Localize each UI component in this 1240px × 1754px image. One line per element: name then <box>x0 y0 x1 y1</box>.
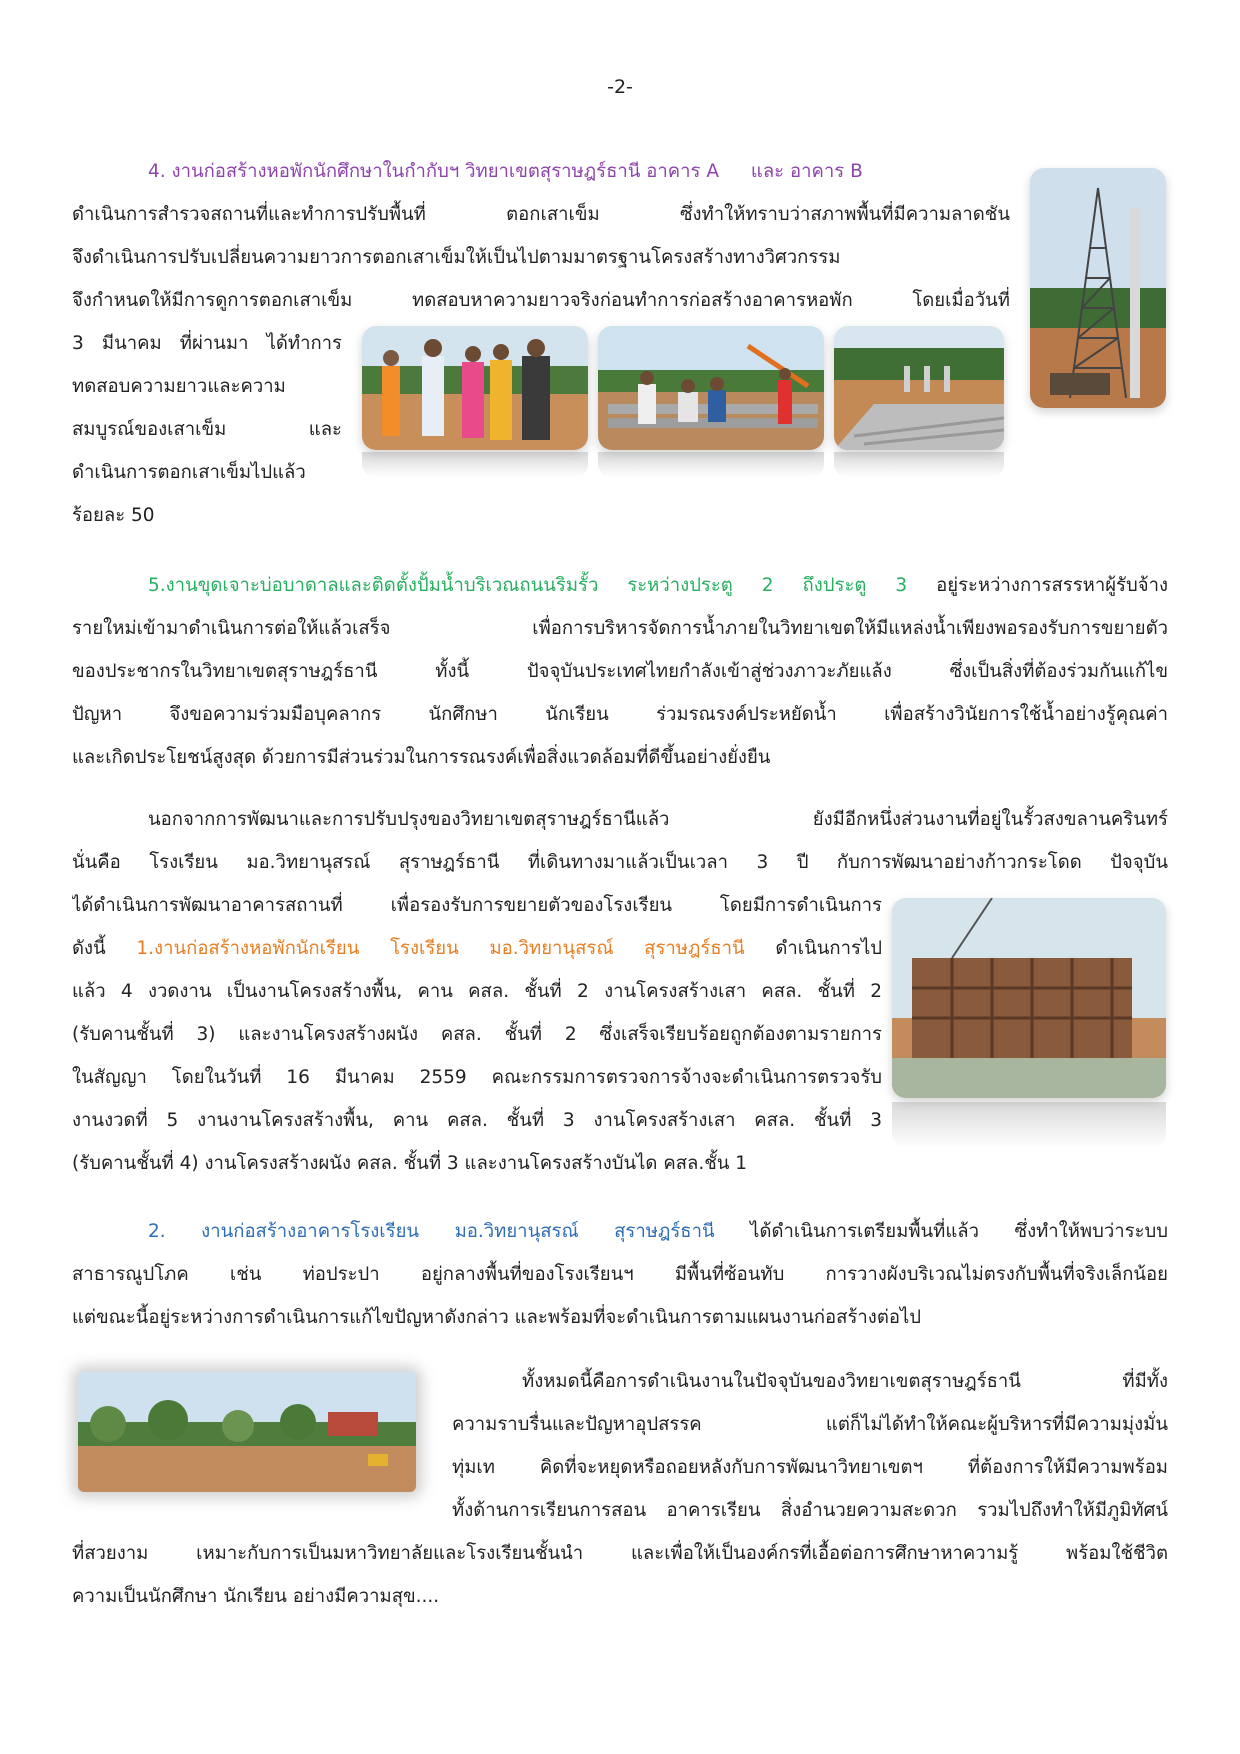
item2-line3: แต่ขณะนี้อยู่ระหว่างการดำเนินการแก้ไขปัญหาดังกล่าว และพร้อมที่จะดำเนินการตามแผนงานก่อสร้างต่อไป <box>72 1307 921 1328</box>
closing-line5: ที่สวยงาม เหมาะกับการเป็นมหาวิทยาลัยและโรงเรียนชั้นนำ และเพื่อให้เป็นองค์กรที่เอื้อต่อการศึกษาหาความรู้ พร้อมใช้ชีวิต <box>72 1543 1168 1564</box>
section5-line4: ปัญหา จึงขอความร่วมมือบุคลากร นักศึกษา นักเรียน ร่วมรณรงค์ประหยัดน้ำ เพื่อสร้างวินัยการใช้น้ำอย่างรู้คุณค่า <box>72 704 1168 725</box>
dormitory-photo-reflection <box>892 1102 1166 1148</box>
section4-heading: 4. งานก่อสร้างหอพักนักศึกษาในกำกับฯ วิทยาเขตสุราษฎร์ธานี อาคาร A <box>148 161 720 182</box>
item2-line1-tail: ได้ดำเนินการเตรียมพื้นที่แล้ว ซึ่งทำให้พบว่าระบบ <box>714 1221 1168 1242</box>
item1-heading: 1.งานก่อสร้างหอพักนักเรียน โรงเรียน มอ.วิทยานุสรณ์ สุราษฎร์ธานี <box>136 938 745 959</box>
section4-line3: จึงดำเนินการปรับเปลี่ยนความยาวการตอกเสาเข็มให้เป็นไปตามมาตรฐานโครงสร้างทางวิศวกรรม <box>72 247 841 268</box>
school-intro-paragraph <box>72 798 1168 884</box>
pile-driver-photo <box>1030 168 1166 408</box>
section4-line5: 3 มีนาคม ที่ผ่านมา ได้ทำการ <box>72 333 342 354</box>
intro-line4-tail: ดำเนินการไป <box>744 938 882 959</box>
section5-line2: รายใหม่เข้ามาดำเนินการต่อให้แล้วเสร็จ เพื่อการบริหารจัดการน้ำภายในวิทยาเขตให้มีแหล่งน้ำเพียงพอรองรับการขยายตัว <box>72 618 1168 639</box>
item2-line1 <box>72 1210 1168 1253</box>
stacked-piles-reflection <box>834 452 1004 478</box>
intro-line5: แล้ว 4 งวดงาน เป็นงานโครงสร้างพื้น, คาน คสล. ชั้นที่ 2 งานโครงสร้างเสา คสล. ชั้นที่ 2 <box>72 981 882 1002</box>
item2-heading: 2. งานก่อสร้างอาคารโรงเรียน มอ.วิทยานุสรณ์ สุราษฎร์ธานี <box>148 1221 715 1242</box>
intro-line7: ในสัญญา โดยในวันที่ 16 มีนาคม 2559 คณะกรรมการตรวจการจ้างจะดำเนินการตรวจรับ <box>72 1067 882 1088</box>
intro-line4-head: ดังนี้ <box>72 938 137 959</box>
section5-line3: ของประชากรในวิทยาเขตสุราษฎร์ธานี ทั้งนี้ ปัจจุบันประเทศไทยกำลังเข้าสู่ช่วงภาวะภัยแล้ง ซึ่งเป็นสิ่งที่ต้องร่วมกันแก้ไข <box>72 661 1168 682</box>
item2-paragraph <box>72 1210 1168 1339</box>
dormitory-construction-photo <box>892 898 1166 1098</box>
section4-line7: สมบูรณ์ของเสาเข็ม และ <box>72 419 342 440</box>
section4-line9: ร้อยละ 50 <box>72 505 155 526</box>
section4-line1 <box>72 150 1010 193</box>
section4-line4: จึงกำหนดให้มีการดูการตอกเสาเข็ม ทดสอบหาความยาวจริงก่อนทำการก่อสร้างอาคารหอพัก โดยเมื่อวันที่ <box>72 290 1010 311</box>
closing-paragraph <box>452 1360 1168 1532</box>
section4-line8: ดำเนินการตอกเสาเข็มไปแล้ว <box>72 462 306 483</box>
school-site-field-photo <box>78 1372 416 1492</box>
item2-line2: สาธารณูปโภค เช่น ท่อประปา อยู่กลางพื้นที่ของโรงเรียนฯ มีพื้นที่ซ้อนทับ การวางผังบริเวณไม่ตรงกับพื้นที่จริงเล็กน้อย <box>72 1264 1168 1285</box>
intro-line2: นั่นคือ โรงเรียน มอ.วิทยานุสรณ์ สุราษฎร์ธานี ที่เดินทางมาแล้วเป็นเวลา 3 ปี กับการพัฒนาอย่างก้าวกระโดด ปัจจุบัน <box>72 852 1168 873</box>
section5-paragraph <box>72 564 1168 779</box>
intro-line8: งานงวดที่ 5 งานงานโครงสร้างพื้น, คาน คสล. ชั้นที่ 3 งานโครงสร้างเสา คสล. ชั้นที่ 3 <box>72 1110 882 1131</box>
closing-line1: ทั้งหมดนี้คือการดำเนินงานในปัจจุบันของวิทยาเขตสุราษฎร์ธานี ที่มีทั้ง <box>522 1371 1168 1392</box>
section4-line2: ดำเนินการสำรวจสถานที่และทำการปรับพื้นที่ ตอกเสาเข็ม ซึ่งทำให้ทราบว่าสภาพพื้นที่มีความลาดชัน <box>72 204 1010 225</box>
section5-line1 <box>72 564 1168 607</box>
inspection-team-reflection <box>362 452 588 478</box>
measuring-piles-reflection <box>598 452 824 478</box>
section5-line5: และเกิดประโยชน์สูงสุด ด้วยการมีส่วนร่วมในการรณรงค์เพื่อสิ่งแวดล้อมที่ดีขึ้นอย่างยั่งยืน <box>72 747 771 768</box>
intro-line6: (รับคานชั้นที่ 3) และงานโครงสร้างผนัง คสล. ชั้นที่ 2 ซึ่งเสร็จเรียบร้อยถูกต้องตามรายการ <box>72 1024 882 1045</box>
measuring-piles-photo <box>598 326 824 450</box>
page-number: -2- <box>607 76 633 98</box>
section5-heading: 5.งานขุดเจาะบ่อบาดาลและติดตั้งปั้มน้ำบริเวณถนนริมรั้ว ระหว่างประตู 2 ถึงประตู 3 <box>148 575 908 596</box>
section4-line6: ทดสอบความยาวและความ <box>72 376 286 397</box>
intro-line9: (รับคานชั้นที่ 4) งานโครงสร้างผนัง คสล. ชั้นที่ 3 และงานโครงสร้างบันได คสล.ชั้น 1 <box>72 1153 748 1174</box>
stacked-piles-photo <box>834 326 1004 450</box>
section4-paragraph <box>72 150 1010 322</box>
closing-line3: ทุ่มเท คิดที่จะหยุดหรือถอยหลังกับการพัฒนาวิทยาเขตฯ ที่ต้องการให้มีความพร้อม <box>452 1457 1168 1478</box>
closing-paragraph-full-width <box>72 1532 1168 1618</box>
closing-line6: ความเป็นนักศึกษา นักเรียน อย่างมีความสุข.... <box>72 1586 440 1607</box>
section4-side-text <box>72 322 342 537</box>
closing-line2: ความราบรื่นและปัญหาอุปสรรค แต่ก็ไม่ได้ทำให้คณะผู้บริหารที่มีความมุ่งมั่น <box>452 1414 1168 1435</box>
intro-line4 <box>72 927 882 970</box>
school-dorm-paragraph <box>72 884 882 1185</box>
closing-line4: ทั้งด้านการเรียนการสอน อาคารเรียน สิ่งอำนวยความสะดวก รวมไปถึงทำให้มีภูมิทัศน์ <box>452 1500 1168 1521</box>
section4-heading-tail: และ อาคาร B <box>750 161 863 182</box>
intro-line3: ได้ดำเนินการพัฒนาอาคารสถานที่ เพื่อรองรับการขยายตัวของโรงเรียน โดยมีการดำเนินการ <box>72 895 882 916</box>
inspection-team-photo <box>362 326 588 450</box>
section5-line1-tail: อยู่ระหว่างการสรรหาผู้รับจ้าง <box>907 575 1168 596</box>
intro-line1: นอกจากการพัฒนาและการปรับปรุงของวิทยาเขตสุราษฎร์ธานีแล้ว ยังมีอีกหนึ่งส่วนงานที่อยู่ในรั้วสงขลานครินทร์ <box>148 809 1168 830</box>
